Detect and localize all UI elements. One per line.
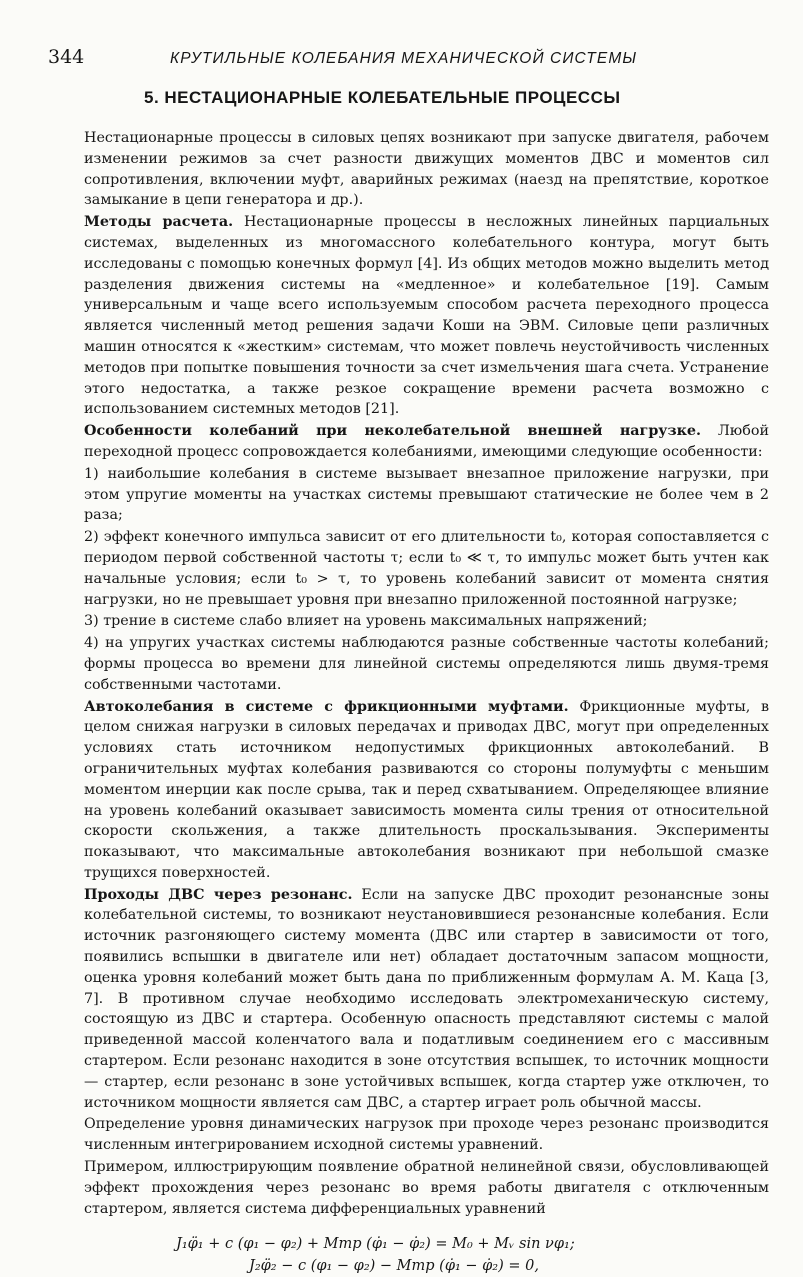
- paragraph-non-oscillatory-load: [84, 421, 769, 463]
- list-item: 4) на упругих участках системы наблюдаются разные собственные частоты колебаний; формы процесса во времени для линейной системы определяются лишь двумя-тремя собственными частотами.: [84, 635, 769, 693]
- paragraph-lead: Методы расчета.: [84, 214, 234, 231]
- paragraph-lead: Автоколебания в системе с фрикционными муфтами.: [84, 698, 569, 715]
- list-item: 3) трение в системе слабо влияет на уровень максимальных напряжений;: [84, 613, 648, 630]
- paragraph-body: Если на запуске ДВС проходит резонансные зоны колебательной системы, то возникают неустановившиеся резонансные колебания. Если источник разгоняющего систему момента (ДВС или стартер в зависимости от того, появились вспышки в двигателе или нет) обладает достаточным запасом мощности, оценка уровня колебаний может быть дана по приближенным формулам А. М. Каца [3, 7]. В противном случае необходимо исследовать электромеханическую систему, состоящую из ДВС и стартера. Особенную опасность представляют системы с малой приведенной массой коленчатого вала и податливым соединением его с массивным стартером. Если резонанс находится в зоне отсутствия вспышек, то источник мощности — стартер, если резонанс в зоне устойчивых вспышек, когда стартер уже отключен, то источником мощности является сам ДВС, а стартер играет роль обычной массы.: [84, 886, 769, 1111]
- running-head: [48, 42, 769, 72]
- paragraph-body: Любой переходной процесс сопровождается колебаниями, имеющими следующие особенности:: [84, 423, 769, 460]
- equation-2: J₂φ̈₂ − c (φ₁ − φ₂) − Mтр (φ̇₁ − φ̇₂) = 0,: [249, 1258, 539, 1275]
- paragraph-dynamic-loads: Определение уровня динамических нагрузок при проходе через резонанс производится численным интегрированием исходной системы уравнений.: [84, 1116, 769, 1154]
- equation-1: J₁φ̈₁ + c (φ₁ − φ₂) + Mтр (φ̇₁ − φ̇₂) = M₀ + Mᵥ sin νφ₁;: [176, 1236, 575, 1253]
- section-title: 5. НЕСТАЦИОНАРНЫЕ КОЛЕБАТЕЛЬНЫЕ ПРОЦЕССЫ: [144, 88, 621, 107]
- list-item: 2) эффект конечного импульса зависит от его длительности t₀, которая сопоставляется с периодом первой собственной частоты τ; если t₀ ≪ τ, то импульс может быть учтен как начальные условия; если t₀ > τ, то уровень колебаний зависит от момента снятия нагрузки, но не превышает уровня при внезапно приложенной постоянной нагрузке;: [84, 529, 769, 608]
- equation-system: [84, 1233, 769, 1277]
- paragraph-friction-clutch: [84, 697, 769, 884]
- paragraph-intro: Нестационарные процессы в силовых цепях возникают при запуске двигателя, рабочем изменении режимов за счет разности движущих моментов ДВС и моментов сил сопротивления, включении муфт, аварийных режимах (наезд на препятствие, короткое замыкание в цепи генератора и др.).: [84, 130, 769, 209]
- page-number: 344: [48, 46, 85, 68]
- paragraph-body: Нестационарные процессы в несложных линейных парциальных системах, выделенных из многомассного колебательного контура, могут быть исследованы с помощью конечных формул [4]. Из общих методов можно выделить метод разделения движения системы на «медленное» и колебательное [19]. Самым универсальным и чаще всего используемым способом расчета переходного процесса является численный метод решения задачи Коши на ЭВМ. Силовые цепи различных машин относятся к «жестким» системам, что может повлечь неустойчивость численных методов при попытке повышения точности за счет измельчения шага счета. Устранение этого недостатка, а также резкое сокращение времени расчета возможно с использованием системных методов [21].: [84, 214, 770, 418]
- paragraph-resonance-passage: [84, 885, 769, 1114]
- paragraph-calculation-methods: [84, 212, 769, 420]
- paragraph-body: Фрикционные муфты, в целом снижая нагрузки в силовых передачах и приводах ДВС, могут при определенных условиях стать источником недопустимых фрикционных автоколебаний. В ограничительных муфтах колебания развиваются со стороны полумуфты с меньшим моментом инерции как после срыва, так и перед схватыванием. Определяющее влияние на уровень колебаний оказывает зависимость момента силы трения от относительной скорости скольжения, а также длительность проскальзывания. Эксперименты показывают, что максимальные автоколебания возникают при небольшой смазке трущихся поверхностей.: [84, 698, 770, 881]
- list-item: 1) наибольшие колебания в системе вызывает внезапное приложение нагрузки, при этом упругие моменты на участках системы превышают статические не более чем в 2 раза;: [84, 465, 769, 524]
- paragraph-lead: Особенности колебаний при неколебательной внешней нагрузке.: [84, 423, 701, 440]
- paragraph-lead: Проходы ДВС через резонанс.: [84, 886, 353, 903]
- paragraph-example: Примером, иллюстрирующим появление обратной нелинейной связи, обусловливающей эффект прохождения через резонанс во время работы двигателя с отключенным стартером, является система дифференциальных уравнений: [84, 1159, 769, 1217]
- running-title: КРУТИЛЬНЫЕ КОЛЕБАНИЯ МЕХАНИЧЕСКОЙ СИСТЕМЫ: [170, 50, 638, 67]
